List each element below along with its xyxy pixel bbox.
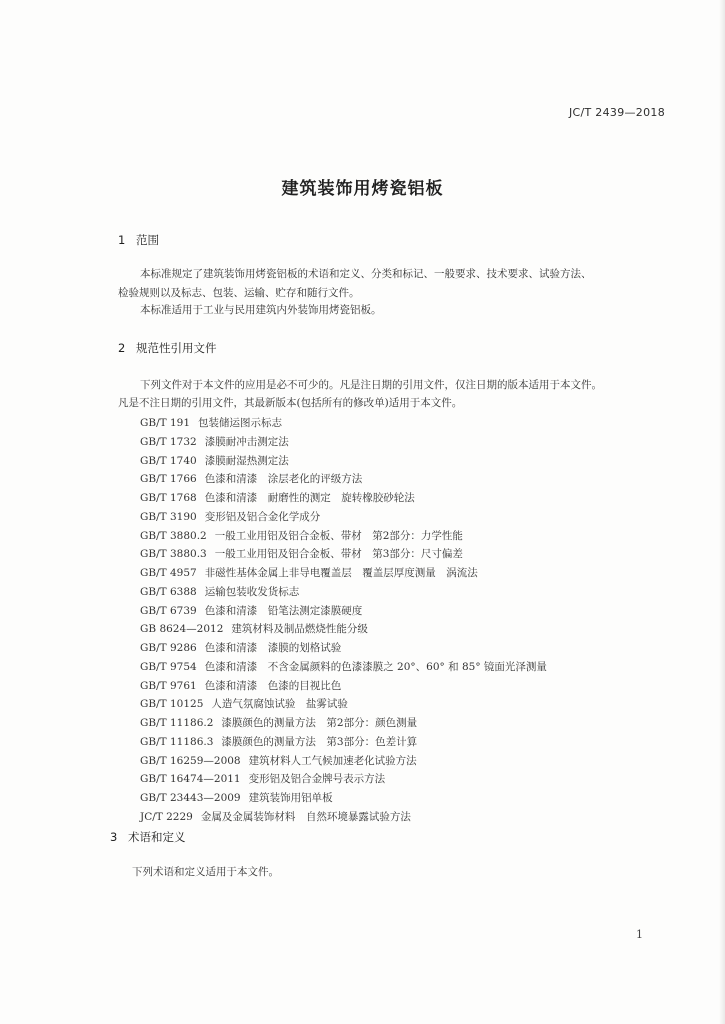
reference-code: GB/T 6739 [140,604,197,617]
reference-item [140,452,547,471]
reference-code: GB/T 16474—2011 [140,773,241,786]
reference-item [140,752,547,771]
reference-title: 色漆和清漆 铅笔法测定漆膜硬度 [204,604,363,617]
references-intro-line2: 凡是不注日期的引用文件，其最新版本(包括所有的修改单)适用于本文件。 [118,397,463,409]
reference-title: 漆膜耐冲击测定法 [204,435,289,448]
reference-code: GB/T 23443—2009 [140,792,241,804]
reference-code: GB/T 3880.2 [140,529,207,542]
reference-code: GB/T 1740 [140,454,197,467]
section-title: 范围 [136,233,159,247]
scope-paragraph-line1: 本标准规定了建筑装饰用烤瓷铝板的术语和定义、分类和标记、一般要求、技术要求、试验方法、 [140,268,592,280]
reference-title: 变形铝及铝合金化学成分 [204,510,321,523]
section-title: 规范性引用文件 [136,341,217,355]
reference-code: GB/T 3880.3 [140,548,207,561]
reference-code: GB/T 191 [140,417,191,429]
section-number: 1 [118,233,126,247]
reference-code: GB/T 6388 [140,585,197,598]
reference-item [140,602,547,621]
reference-list [140,414,547,827]
scope-paragraph-line2: 检验规则以及标志、包装、运输、贮存和随行文件。 [118,287,360,299]
reference-code: GB/T 10125 [140,698,204,711]
reference-item [140,639,547,658]
reference-title: 运输包装收发货标志 [204,585,300,598]
reference-title: 色漆和清漆 耐磨性的测定 旋转橡胶砂轮法 [204,492,415,504]
reference-item [140,733,547,752]
reference-title: 包装储运图示标志 [198,417,283,429]
section-heading-terms [110,829,186,845]
reference-item [140,620,547,639]
reference-title: 一般工业用铝及铝合金板、带材 第3部分：尺寸偏差 [214,548,463,561]
section-title: 术语和定义 [128,830,186,844]
reference-title: 建筑装饰用铝单板 [248,792,333,804]
reference-item [140,695,547,714]
document-title: 建筑装饰用烤瓷铝板 [281,179,444,199]
reference-title: 人造气氛腐蚀试验 盐雾试验 [211,698,348,711]
reference-item [140,414,547,433]
reference-code: GB/T 11186.2 [140,717,214,729]
reference-item [140,527,547,546]
reference-title: 非磁性基体金属上非导电覆盖层 覆盖层厚度测量 涡流法 [204,567,478,579]
scan-shadow [719,0,725,1024]
reference-code: GB/T 16259—2008 [140,754,241,767]
reference-item [140,770,547,789]
reference-item [140,489,547,508]
section-heading-scope [118,232,159,248]
reference-code: GB/T 3190 [140,510,197,523]
reference-item [140,583,547,602]
reference-item [140,658,547,677]
reference-item [140,433,547,452]
reference-title: 漆膜颜色的测量方法 第2部分：颜色测量 [221,717,418,729]
terms-intro: 下列术语和定义适用于本文件。 [132,866,279,878]
reference-title: 建筑材料及制品燃烧性能分级 [231,623,368,636]
reference-code: GB/T 11186.3 [140,735,214,748]
reference-title: 色漆和清漆 涂层老化的评级方法 [204,473,363,486]
scope-paragraph-2: 本标准适用于工业与民用建筑内外装饰用烤瓷铝板。 [140,304,382,316]
reference-code: GB/T 1768 [140,492,197,504]
section-number: 3 [110,830,118,844]
standard-code: JC/T 2439—2018 [568,106,665,119]
reference-item [140,545,547,564]
reference-item [140,677,547,696]
reference-title: 一般工业用铝及铝合金板、带材 第2部分：力学性能 [214,529,463,542]
reference-code: GB 8624—2012 [140,623,224,636]
reference-title: 漆膜颜色的测量方法 第3部分：色差计算 [221,735,418,748]
reference-item [140,789,547,808]
reference-code: JC/T 2229 [140,810,193,823]
reference-title: 漆膜耐湿热测定法 [204,454,289,467]
reference-code: GB/T 9761 [140,679,197,692]
reference-item [140,564,547,583]
reference-title: 色漆和清漆 不含金属颜料的色漆漆膜之 20°、60° 和 85° 镜面光泽测量 [204,660,547,673]
reference-code: GB/T 4957 [140,567,197,579]
section-heading-normative-references [118,340,217,356]
reference-code: GB/T 9754 [140,660,197,673]
reference-item [140,714,547,733]
references-intro-line1: 下列文件对于本文件的应用是必不可少的。凡是注日期的引用文件，仅注日期的版本适用于本文件。 [140,379,602,391]
reference-item [140,508,547,527]
reference-title: 色漆和清漆 色漆的目视比色 [204,679,342,692]
page-number: 1 [636,928,643,941]
section-number: 2 [118,341,126,355]
reference-item [140,470,547,489]
reference-title: 建筑材料人工气候加速老化试验方法 [248,754,417,767]
reference-code: GB/T 1732 [140,435,197,448]
reference-title: 变形铝及铝合金牌号表示方法 [248,773,386,786]
reference-item [140,808,547,827]
reference-title: 金属及金属装饰材料 自然环境暴露试验方法 [200,810,411,823]
reference-code: GB/T 9286 [140,642,197,654]
reference-title: 色漆和清漆 漆膜的划格试验 [204,642,342,654]
reference-code: GB/T 1766 [140,473,197,486]
